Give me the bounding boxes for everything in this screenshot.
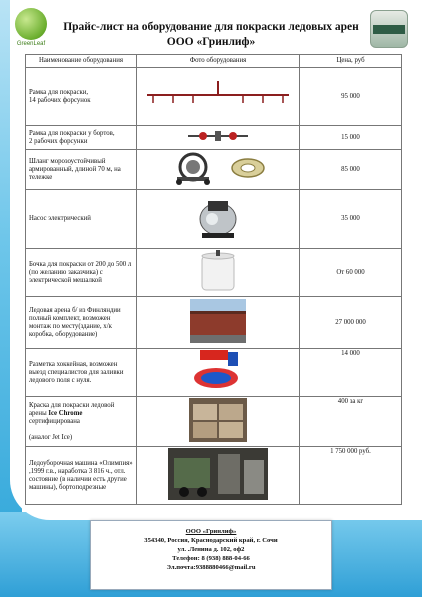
table-row — [26, 190, 402, 249]
header-price: Цена, руб — [300, 55, 402, 68]
item-price: 400 за кг — [300, 397, 402, 447]
item-name: Разметка хоккейная, возможен выезд специалистов для заливки ледового поля с нуля. — [26, 349, 137, 397]
item-name: Шланг морозоустойчивый армированный, длиной 70 м, на тележке — [26, 150, 137, 190]
hockey-emblem-logo — [370, 10, 408, 48]
hose-reel-image — [163, 151, 273, 185]
table-header-row — [26, 55, 402, 68]
item-photo — [137, 126, 300, 150]
header-photo: Фото оборудования — [137, 55, 300, 68]
contact-box — [90, 520, 332, 590]
electric-pump-image — [188, 193, 248, 243]
footer-email: Эл.почта:9388880466@mail.ru — [166, 564, 256, 571]
item-price: 35 000 — [300, 190, 402, 249]
ice-resurfacer-image — [168, 448, 268, 500]
table-row — [26, 447, 402, 505]
footer-address-1: 354340, Россия, Краснодарский край, г. Сочи — [144, 537, 278, 544]
item-price: От 60 000 — [300, 249, 402, 297]
table-row — [26, 297, 402, 349]
item-photo — [137, 68, 300, 126]
spray-frame-image — [143, 77, 293, 113]
table-row — [26, 349, 402, 397]
hockey-marking-image — [190, 350, 246, 392]
item-price: 27 000 000 — [300, 297, 402, 349]
price-table — [25, 54, 402, 505]
item-photo — [137, 297, 300, 349]
item-price: 15 000 — [300, 126, 402, 150]
item-photo — [137, 447, 300, 505]
item-price: 14 000 — [300, 349, 402, 397]
logo-text: GreenLeaf — [16, 41, 46, 47]
item-photo — [137, 150, 300, 190]
item-price: 95 000 — [300, 68, 402, 126]
item-price: 85 000 — [300, 150, 402, 190]
item-photo — [137, 249, 300, 297]
title-line-2: ООО «Гринлиф» — [166, 36, 256, 48]
item-name: Рамка для покраски, 14 рабочих форсунок — [26, 68, 137, 126]
emblem-band — [373, 25, 405, 34]
greenleaf-logo — [12, 8, 50, 48]
footer-company: ООО «Гринлиф» — [185, 528, 237, 535]
border-frame-image — [183, 127, 253, 145]
ice-chrome-brand: Ice Chrome — [48, 409, 83, 417]
title-line-1: Прайс-лист на оборудование для покраски ледовых арен — [63, 21, 359, 33]
item-name: Насос электрический — [26, 190, 137, 249]
table-row — [26, 249, 402, 297]
footer-phone: Телефон: 8 (938) 888-04-66 — [172, 555, 250, 562]
leaf-icon — [15, 8, 47, 40]
item-photo — [137, 349, 300, 397]
item-name: Краска для покраски ледовой арены Ice Chrome сертифицирована (аналог Jet Ice) — [26, 397, 137, 447]
header-name: Наименование оборудования — [26, 55, 137, 68]
item-name: Бочка для покраски от 200 до 500 л (по желанию заказчика) с электрической мешалкой — [26, 249, 137, 297]
item-name: Ледоуборочная машина «Олимпия» ,1999 г.в., наработка 3 816 ч., отл. состояние (в наличии есть другие машины), бортоподрезные — [26, 447, 137, 505]
item-name: Ледовая арена б/ из Финляндии полный комплект, возможен монтаж по месту(здание, х/к коробка, оборудование) — [26, 297, 137, 349]
item-name: Рамка для покраски у бортов, 2 рабочих форсунки — [26, 126, 137, 150]
ice-arena-building-image — [190, 299, 246, 343]
item-photo — [137, 190, 300, 249]
paint-boxes-image — [189, 398, 247, 442]
item-photo — [137, 397, 300, 447]
table-row — [26, 150, 402, 190]
table-row — [26, 397, 402, 447]
table-row — [26, 68, 402, 126]
mixer-barrel-image — [196, 250, 240, 292]
footer-address-2: ул. .Ленина д. 102, оф2 — [177, 546, 245, 553]
item-price: 1 750 000 руб. — [300, 447, 402, 505]
page-title — [56, 20, 366, 50]
table-row — [26, 126, 402, 150]
